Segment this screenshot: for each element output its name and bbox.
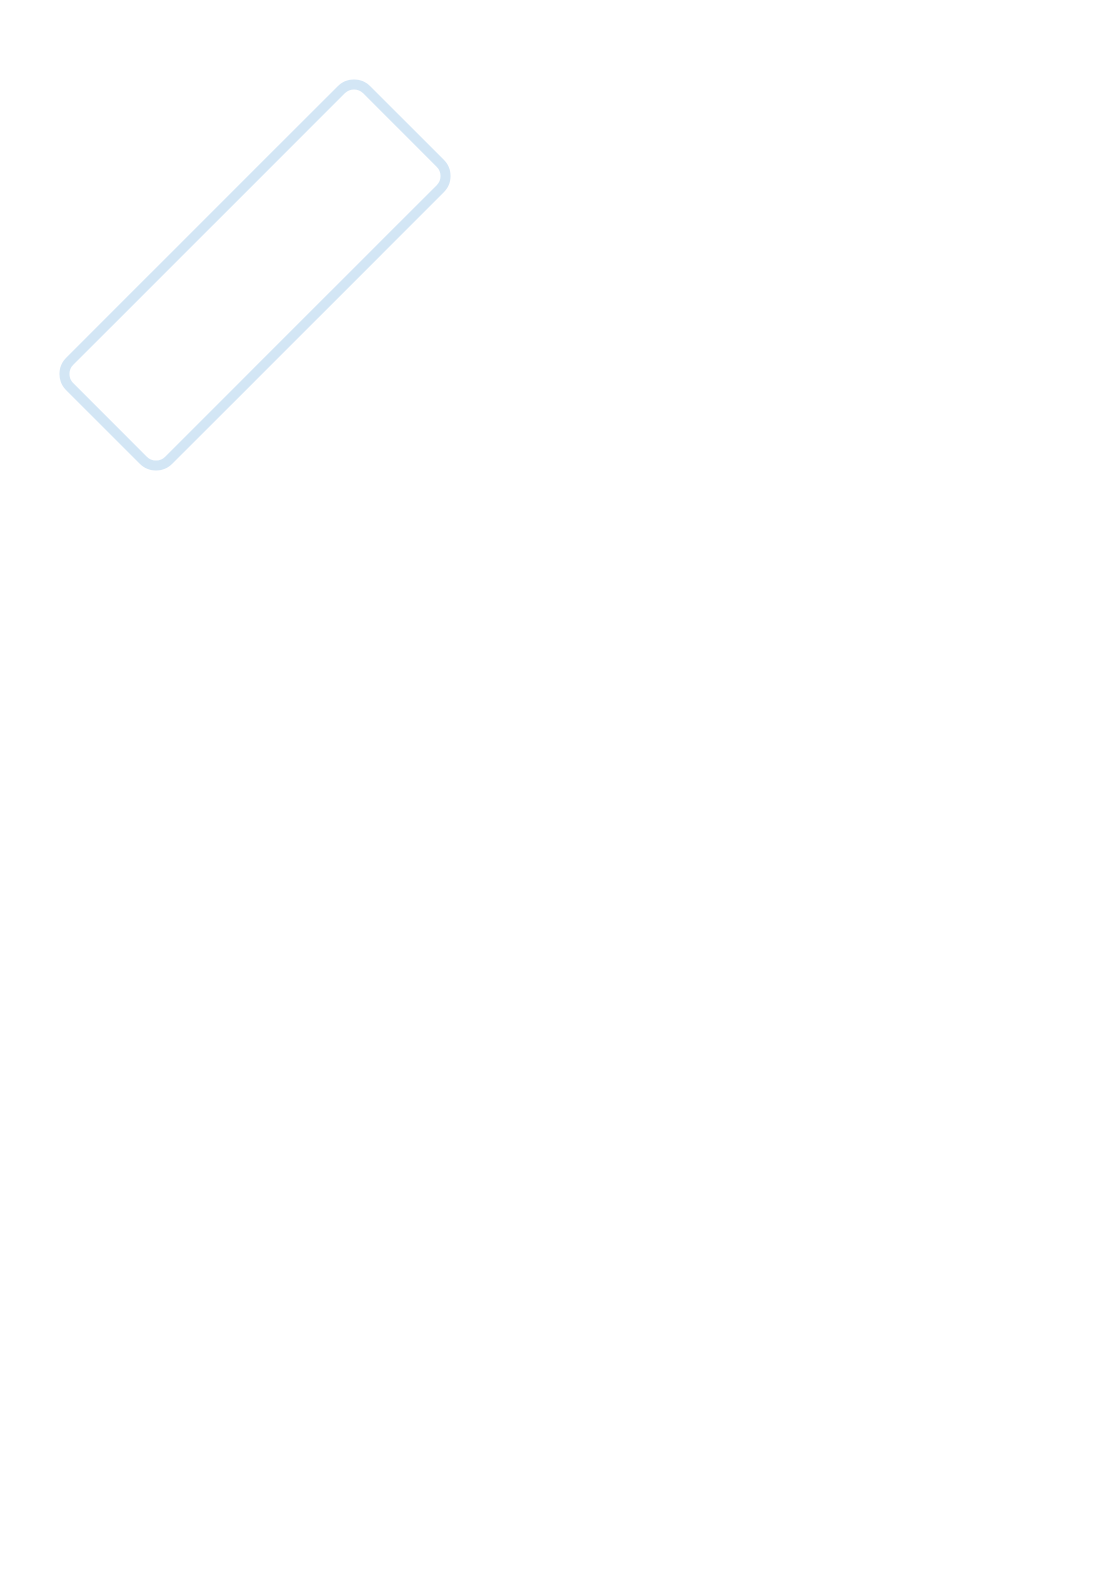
spacer: [135, 160, 975, 190]
spacer: [135, 130, 975, 160]
document-body: [135, 130, 975, 190]
skuola-watermark-logo: [20, 40, 490, 510]
